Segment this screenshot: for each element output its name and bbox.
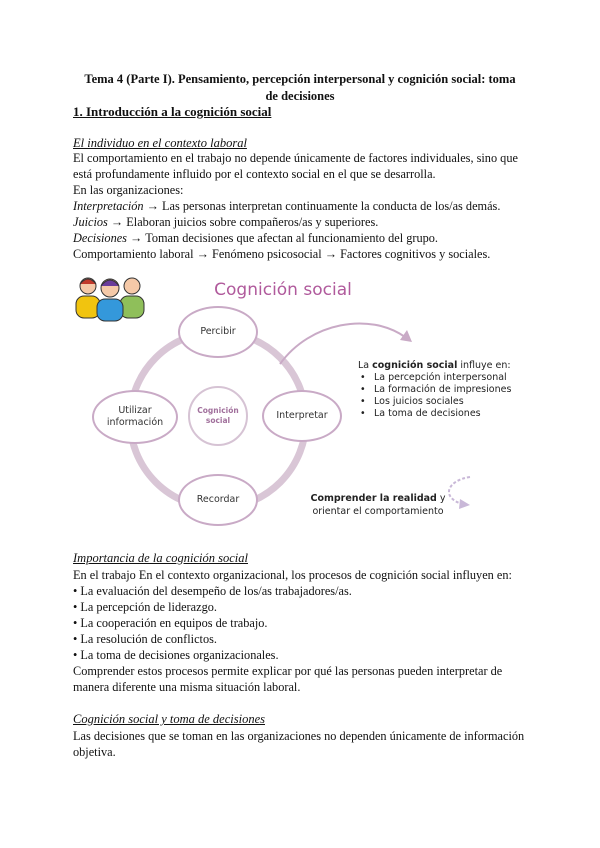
term-interpretacion: Interpretación <box>73 199 144 213</box>
document-title: Tema 4 (Parte I). Pensamiento, percepción interpersonal y cognición social: toma de decisiones <box>84 72 516 103</box>
subsection-heading-importancia: Importancia de la cognición social <box>73 551 248 565</box>
definition-text: → Las personas interpretan continuamente la conducta de los/as demás. <box>143 199 501 213</box>
curved-arrow <box>280 323 405 364</box>
heading-bold: cognición social <box>372 360 458 371</box>
section-heading: 1. Introducción a la cognición social <box>73 104 272 119</box>
paragraph-line: En las organizaciones: <box>73 183 184 197</box>
term-juicios: Juicios <box>73 215 108 229</box>
definition-text: → Toman decisiones que afectan al funcionamiento del grupo. <box>126 231 438 245</box>
paragraph-line: En el trabajo En el contexto organizacional, los procesos de cognición social influyen en: <box>73 568 512 582</box>
influence-list <box>358 372 528 420</box>
node-utilizar-informacion: Utilizar información <box>92 390 178 444</box>
cognicion-social-diagram <box>70 272 530 530</box>
paragraph-line: Comportamiento laboral → Fenómeno psicosocial → Factores cognitivos y sociales. <box>73 247 491 261</box>
diagram-title: Cognición social <box>214 280 352 300</box>
comprender-text <box>288 492 468 518</box>
comprender-line2: orientar el comportamiento <box>312 506 444 517</box>
bullet-item: • La toma de decisiones organizacionales. <box>73 648 279 662</box>
paragraph-line: El comportamiento en el trabajo no depende únicamente de factores individuales, sino que <box>73 151 518 165</box>
subsection-heading-decisiones: Cognición social y toma de decisiones <box>73 712 265 726</box>
heading-prefix: La <box>358 360 373 371</box>
node-recordar: Recordar <box>178 474 258 526</box>
paragraph-line: objetiva. <box>73 745 116 759</box>
influence-box <box>358 360 528 420</box>
paragraph-line: Las decisiones que se toman en las organizaciones no dependen únicamente de información <box>73 729 525 743</box>
node-percibir: Percibir <box>178 306 258 358</box>
paragraph-line: Comprender estos procesos permite explicar por qué las personas pueden interpretar de <box>73 664 503 678</box>
bullet-item: • La evaluación del desempeño de los/as trabajadores/as. <box>73 584 352 598</box>
interpretacion-line <box>73 198 500 214</box>
definition-text: → Elaboran juicios sobre compañeros/as y superiores. <box>107 215 379 229</box>
influence-item: • La percepción interpersonal <box>370 372 528 384</box>
bullet-item: • La percepción de liderazgo. <box>73 600 217 614</box>
bullet-item: • La resolución de conflictos. <box>73 632 217 646</box>
juicios-line <box>73 214 378 230</box>
influence-item: • La formación de impresiones <box>370 384 528 396</box>
term-decisiones: Decisiones <box>73 231 127 245</box>
decisiones-line <box>73 230 438 246</box>
paragraph-line: está profundamente influido por el contexto social en el que se desarrolla. <box>73 167 436 181</box>
influence-heading <box>358 360 528 372</box>
comprender-suffix: y <box>436 493 446 504</box>
bullet-item: • La cooperación en equipos de trabajo. <box>73 616 268 630</box>
influence-item: • Los juicios sociales <box>370 396 528 408</box>
people-group-icon <box>70 272 152 322</box>
comprender-bold: Comprender la realidad <box>310 493 437 504</box>
node-center-cognicion: Cognición social <box>188 386 248 446</box>
heading-suffix: influye en: <box>457 360 511 371</box>
influence-item: • La toma de decisiones <box>370 408 528 420</box>
paragraph-line: manera diferente una misma situación laboral. <box>73 680 301 694</box>
subsection-heading-individuo: El individuo en el contexto laboral <box>73 136 247 150</box>
node-interpretar: Interpretar <box>262 390 342 442</box>
